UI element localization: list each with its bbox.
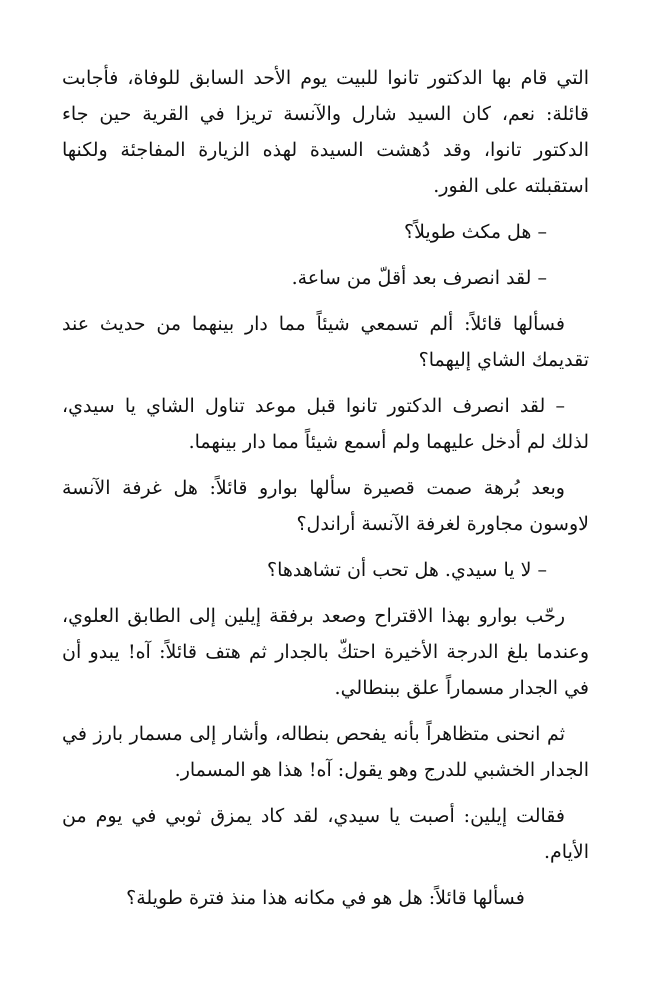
- paragraph-answer-tea: – لقد انصرف الدكتور تانوا قبل موعد تناول الشاي يا سيدي، لذلك لم أدخل عليهما ولم أسمع شيئاً مما دار بينهما.: [62, 395, 589, 453]
- paragraph-nail: ثم انحنى متظاهراً بأنه يفحص بنطاله، وأشار إلى مسمار بارز في الجدار الخشبي للدرج وهو يقول: آه! هذا هو المسمار.: [62, 723, 589, 781]
- dialogue-line-left: – لقد انصرف بعد أقلّ من ساعة.: [291, 267, 547, 289]
- paragraph-ellen-reply: فقالت إيلين: أصبت يا سيدي، لقد كاد يمزق ثوبي في يوم من الأيام.: [62, 805, 589, 863]
- dialogue-line-stay: – هل مكث طويلاً؟: [403, 221, 547, 243]
- paragraph-question-tea: فسألها قائلاً: ألم تسمعي شيئاً مما دار بينهما من حديث عند تقديمك الشاي إليهما؟: [62, 313, 589, 371]
- book-page: [62, 60, 589, 980]
- paragraph-visit: التي قام بها الدكتور تانوا للبيت يوم الأحد السابق للوفاة، فأجابت قائلة: نعم، كان السيد شارل والآنسة تريزا في القرية حين جاء الدكتور تانوا، وقد دُهشت السيدة لهذه الزيارة المفاجئة ولكنها استقبلته على الفور.: [62, 67, 589, 197]
- paragraph-last-question: فسألها قائلاً: هل هو في مكانه هذا منذ فترة طويلة؟: [126, 887, 525, 909]
- paragraph-stairs: رحّب بوارو بهذا الاقتراح وصعد برفقة إيلين إلى الطابق العلوي، وعندما بلغ الدرجة الأخيرة احتكّ بالجدار ثم هتف قائلاً: آه! يبدو أن في الجدار مسماراً علق ببنطالي.: [62, 605, 589, 699]
- paragraph-room-question: وبعد بُرهة صمت قصيرة سألها بوارو قائلاً: هل غرفة الآنسة لاوسون مجاورة لغرفة الآنسة أراندل؟: [62, 477, 589, 535]
- dialogue-line-show: – لا يا سيدي. هل تحب أن تشاهدها؟: [267, 559, 547, 581]
